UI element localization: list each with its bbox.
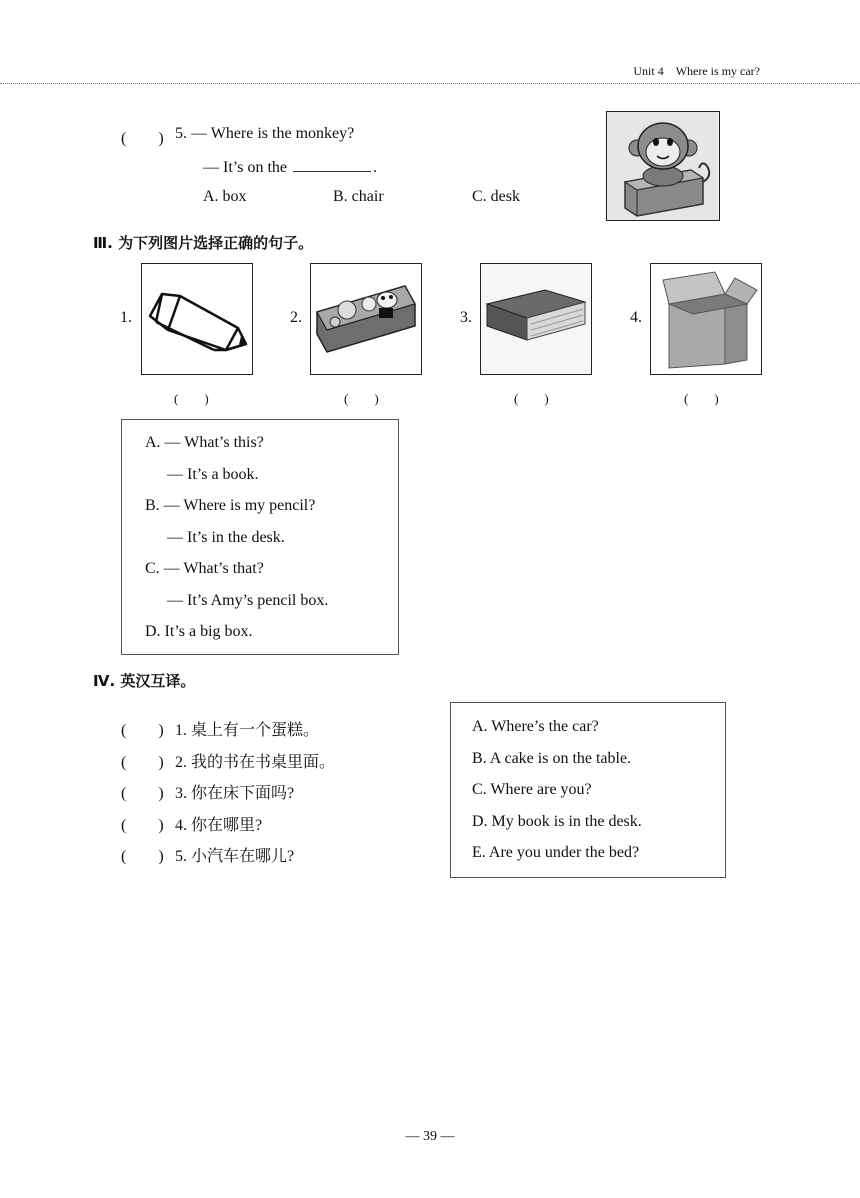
q5-option-a: A. box (203, 188, 247, 205)
pic-4-answer-paren[interactable]: ( ) (684, 391, 719, 406)
pic-4-number: 4. (630, 309, 642, 326)
q5-answer-pre: — It’s on the (203, 159, 287, 176)
book-icon (481, 264, 591, 374)
s4-item-3-text: 3. 你在床下面吗? (175, 785, 295, 802)
pic-4-frame (650, 263, 762, 375)
section-3-option-a-a: — It’s a book. (167, 466, 259, 483)
q5-prompt: 5. — Where is the monkey? (175, 125, 355, 142)
page-header-title: Unit 4 Where is my car? (633, 64, 760, 78)
q5-answer-post: . (373, 159, 377, 176)
open-box-icon (651, 264, 761, 374)
section-4-option-e: E. Are you under the bed? (472, 844, 640, 861)
pic-1-frame (141, 263, 253, 375)
section-3-option-b-q: B. — Where is my pencil? (145, 497, 316, 514)
s4-item-2-paren[interactable]: ( ) (121, 754, 164, 771)
section-3-option-d: D. It’s a big box. (145, 623, 253, 640)
s4-item-4-paren[interactable]: ( ) (121, 817, 164, 834)
monkey-icon (607, 112, 719, 220)
pic-2-answer-paren[interactable]: ( ) (344, 391, 379, 406)
pic-3-answer-paren[interactable]: ( ) (514, 391, 549, 406)
section-3-option-b-a: — It’s in the desk. (167, 529, 285, 546)
section-3-option-c-q: C. — What’s that? (145, 560, 264, 577)
page-number: — 39 — (405, 1129, 455, 1144)
monkey-on-box-image (606, 111, 720, 221)
s4-item-1-text: 1. 桌上有一个蛋糕。 (175, 722, 320, 739)
section-4-option-b: B. A cake is on the table. (472, 750, 632, 767)
section-4-options-box (450, 702, 726, 878)
q5-option-c: C. desk (472, 188, 520, 205)
pic-2-frame (310, 263, 422, 375)
q5-option-b: B. chair (333, 188, 384, 205)
section-4-title: Ⅳ. 英汉互译。 (93, 672, 196, 690)
s4-item-1-paren[interactable]: ( ) (121, 722, 164, 739)
section-4-option-d: D. My book is in the desk. (472, 813, 642, 830)
section-3-option-a-q: A. — What’s this? (145, 434, 264, 451)
section-4-option-c: C. Where are you? (472, 781, 592, 798)
s4-item-5-paren[interactable]: ( ) (121, 848, 164, 865)
header-divider (0, 83, 860, 84)
s4-item-4-text: 4. 你在哪里? (175, 817, 263, 834)
pic-2-number: 2. (290, 309, 302, 326)
pic-1-answer-paren[interactable]: ( ) (174, 391, 209, 406)
q5-answer-paren[interactable]: ( ) (121, 130, 164, 147)
section-4-option-a: A. Where’s the car? (472, 718, 599, 735)
pencil-icon (142, 264, 252, 374)
section-3-options-box (121, 419, 399, 655)
q5-answer-line (203, 157, 377, 177)
section-3-option-c-a: — It’s Amy’s pencil box. (167, 592, 329, 609)
q5-answer-blank[interactable] (293, 157, 371, 172)
s4-item-5-text: 5. 小汽车在哪儿? (175, 848, 295, 865)
pencil-box-icon (311, 264, 421, 374)
section-3-title: Ⅲ. 为下列图片选择正确的句子。 (93, 234, 314, 252)
pic-3-number: 3. (460, 309, 472, 326)
pic-1-number: 1. (120, 309, 132, 326)
s4-item-2-text: 2. 我的书在书桌里面。 (175, 754, 336, 771)
s4-item-3-paren[interactable]: ( ) (121, 785, 164, 802)
pic-3-frame (480, 263, 592, 375)
